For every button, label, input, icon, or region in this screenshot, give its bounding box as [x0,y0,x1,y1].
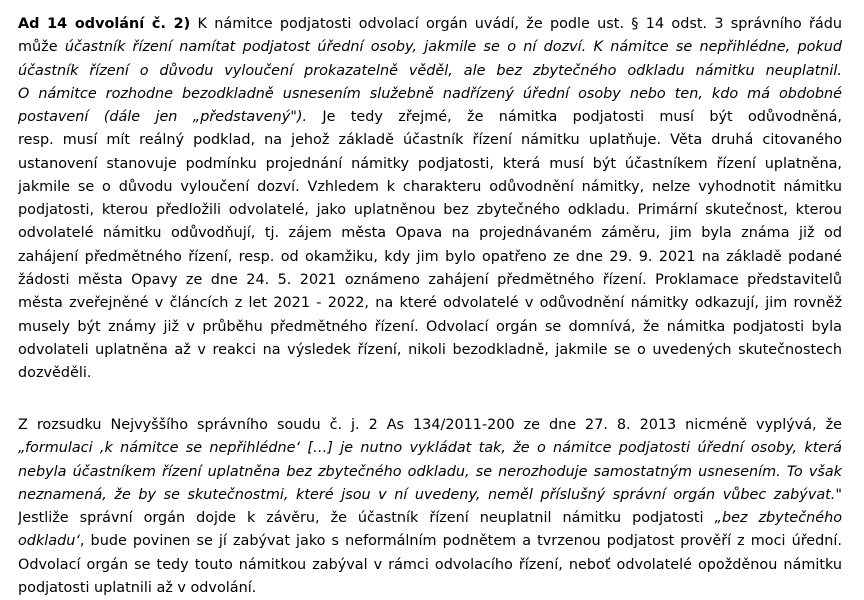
italic-quote-text: nebyla účastníkem řízení uplatněna bez zbytečného odkladu, se nerozhoduje samostatným usnesením. To však [18,463,842,480]
text-line [18,106,842,129]
text-line [18,554,842,577]
text-line [18,83,842,106]
italic-quote-text: O námitce rozhodne bezodkladně usnesením služebně nadřízený úřední osoby nebo ten, kdo má obdobné [18,85,842,102]
italic-quote-text: účastník řízení o důvodu vyloučení prokazatelně věděl, ale bez zbytečného odkladu námitku neuplatnil. [18,62,842,79]
body-text: města zveřejněné v článcích z let 2021 - 2022, na které odvolatelé v odůvodnění námitky odkazují, jim rovněž [18,295,842,312]
body-text: Jestliže správní orgán dojde k závěru, že účastník řízení neuplatnil námitku podjatosti [18,510,715,527]
body-text: Z rozsudku Nejvyššího správního soudu č. j. 2 As 134/2011-200 ze dne 27. 8. 2013 nicméně vyplývá, že [18,417,842,433]
text-line [18,316,842,339]
text-line [18,269,842,292]
body-text: odvolateli uplatněna až v reakci na výsledek řízení, nikoli bezodkladně, jakmile se o uvedených skutečnostech [18,341,842,358]
body-text: může [18,39,65,56]
text-line [18,362,842,385]
text-line [18,437,842,460]
bold-heading-text: Ad 14 odvolání č. 2) [18,16,191,32]
text-line [18,222,842,245]
body-text: podjatosti uplatnili až v odvolání. [18,579,257,596]
body-text: Odvolací orgán se tedy touto námitkou zabýval v rámci odvolacího řízení, neboť odvolatelé opožděnou námitku [18,556,842,573]
text-line [18,129,842,152]
italic-quote-text: „bez zbytečného [714,510,842,527]
text-line [18,507,842,530]
text-line [18,176,842,199]
text-line [18,530,842,553]
body-text: musely být známy již v průběhu předmětného řízení. Odvolací orgán se domnívá, že námitka podjatosti byla [18,318,842,335]
text-line [18,577,842,600]
body-text: K námitce podjatosti odvolací orgán uvádí, že podle ust. § 14 odst. 3 správního řádu [190,16,842,32]
italic-quote-text: „formulaci ‚k námitce se nepřihlédne‘ […] je nutno vykládat tak, že o námitce podjatosti úřední osoby, která [18,440,842,457]
text-line [18,60,842,83]
body-text: resp. musí mít reálný podklad, na jehož základě účastník řízení námitku uplatňuje. Věta druhá citovaného [18,132,842,149]
body-text: Je tedy zřejmé, že námitka podjatosti musí být odůvodněná, [307,109,842,126]
body-text: odvolatelé námitku odůvodňují, tj. zájem města Opava na projednávaném záměru, jim byla známa již od [18,225,842,242]
text-line [18,199,842,222]
text-line [18,246,842,269]
text-line [18,339,842,362]
body-text: žádosti města Opavy ze dne 24. 5. 2021 oznámeno zahájení předmětného řízení. Proklamace představitelů [18,271,842,288]
body-text: jakmile se o důvodu vyloučení dozví. Vzhledem k charakteru odůvodnění námitky, nelze vyhodnotit námitku [18,178,842,195]
text-line [18,461,842,484]
italic-quote-text: neznamená, že by se skutečnostmi, které jsou v ní uvedeny, neměl příslušný správní orgán vůbec zabývat." [18,486,842,503]
text-line [18,484,842,507]
italic-quote-text: účastník řízení namítat podjatost úřední osoby, jakmile se o ní dozví. K námitce se nepřihlédne, pokud [64,39,842,56]
body-text: dozvěděli. [18,365,92,382]
text-line [18,414,842,437]
body-text: zahájení předmětného řízení, resp. od okamžiku, kdy jim bylo opatřeno ze dne 29. 9. 2021 na základě podané [18,248,842,265]
text-line [18,153,842,176]
italic-quote-text: postavení (dále jen „představený"). [18,109,308,126]
italic-quote-text: odkladu‘ [18,533,80,550]
text-line [18,36,842,59]
body-text: ustanovení stanovuje podmínku projednání námitky podjatosti, která musí být účastníkem řízení uplatněna, [18,155,842,172]
body-text: podjatosti, kterou předložili odvolatelé, jako uplatněnou bez zbytečného odkladu. Primární skutečnost, kterou [18,202,842,219]
text-line [18,13,842,36]
body-text: , bude povinen se jí zabývat jako s neformálním podnětem a tvrzenou podjatost prověří z moci úřední. [79,533,842,550]
text-line [18,292,842,315]
